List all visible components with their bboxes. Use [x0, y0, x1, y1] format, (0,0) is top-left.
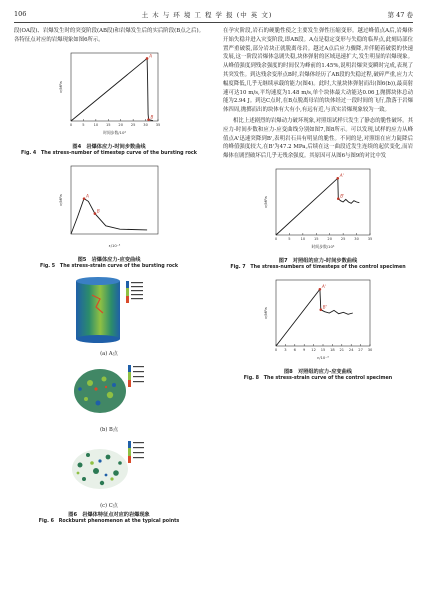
fig5-caption-cn: 图5 岩爆体应力-应变曲线 — [77, 256, 141, 263]
header-rule — [14, 22, 413, 23]
marker-point — [336, 177, 339, 180]
left-intro-text: 段(OA段)、岩爆发生时的突变阶段(AB段)和岩爆发生后的实后阶段(B点之后)。各特征点对应的岩爆现象如图6所示。 — [14, 28, 204, 43]
fig8-caption-en: Fig. 8 The stress-strain curve of the control specimen — [243, 376, 393, 382]
page-number: 106 — [14, 10, 27, 18]
rockburst-image-b — [70, 359, 148, 421]
fig4-caption-cn: 图4 岩爆体应力-时间步数曲线 — [72, 143, 146, 150]
x-tick-label: 21 — [339, 348, 345, 353]
marker-point — [145, 57, 148, 60]
marker-point — [320, 309, 323, 312]
fig5-caption-en: Fig. 5 The stress-strain curve of the bursting rock — [39, 263, 179, 269]
x-tick-label: 30 — [142, 122, 148, 127]
x-tick-label: 20 — [117, 122, 123, 127]
marker-label: B' — [340, 193, 345, 199]
x-tick-label: 25 — [340, 236, 346, 241]
marker-point — [147, 118, 150, 121]
x-tick-label: 0 — [69, 122, 72, 127]
x-tick-label: 30 — [354, 236, 359, 241]
volume-label: 第 47 卷 — [387, 10, 413, 19]
rockburst-image-a — [70, 275, 148, 345]
x-axis-label: 时间步数/10⁴ — [102, 129, 126, 135]
y-axis-label: σ/MPa — [57, 194, 63, 206]
x-tick-label: 5 — [288, 236, 291, 241]
x-tick-label: 30 — [367, 348, 373, 353]
marker-label: A — [85, 193, 89, 199]
x-tick-label: 18 — [330, 348, 335, 353]
fig7-caption-cn: 图7 对照组的应力-时间步数曲线 — [278, 257, 358, 264]
x-tick-label: 15 — [105, 122, 111, 127]
series-line — [71, 198, 147, 233]
x-tick-label: 15 — [313, 236, 319, 241]
plot-frame — [71, 166, 158, 234]
marker-point — [337, 197, 340, 200]
x-tick-label: 35 — [367, 236, 373, 241]
x-tick-label: 20 — [327, 236, 333, 241]
fig6-sub-a: (a) A点 — [100, 351, 118, 357]
rockburst-image-c — [70, 435, 148, 497]
x-axis-label: 时间步数/10⁴ — [311, 243, 335, 249]
x-tick-label: 10 — [93, 122, 98, 127]
fig7-chart — [262, 165, 374, 251]
fig7-caption-en: Fig. 7 The stress-numbers of timesteps of the control specimen — [230, 264, 406, 270]
right-column — [223, 27, 413, 382]
fig5-chart — [57, 162, 162, 250]
x-tick-label: 25 — [130, 122, 135, 127]
x-axis-label: ε/10⁻³ — [108, 242, 120, 248]
x-axis-label: ε/10⁻³ — [317, 355, 329, 361]
fig8-caption-cn: 图8 对照组的应力-应变曲线 — [283, 369, 352, 376]
marker-point — [93, 212, 96, 215]
x-tick-label: 3 — [284, 348, 287, 353]
left-column — [14, 27, 204, 525]
x-tick-label: 27 — [358, 348, 363, 353]
right-paragraph-1: 在孕灾阶段,岩石的硬脆性使之主要发生弹性压缩变形。越过峰值点A后,岩爆体开始失稳并进入灾变阶段,即AB段。A点是稳定变形与失稳的临界点,此刻局部位置严重破裂,部分岩块正就脱离母岩。越过A点后应力骤降,并伴随着破裂的快速发展,这一阶段岩爆体急剧失稳,块体弹射的区域迅速扩大,发生明显的岩爆现象。从峰值强度到残余强度的时间仅为峰前的1.45%,说明岩爆突变瞬时完成,表现了其突发性。到达残余变形点B时,岩爆体经历了AB段的失稳过程,破碎严重,应力大幅度降低,几乎无继续承载的能力(图4)。此时,大量块体弹射而出(图6(b)),最高射速可达10 m/s,平均速度为1.48 m/s,单个块体最大动能达0.06 J,抛掷块体总动能为2.94 J。到达C点时,在B点脱离母岩的块体经过一段时间的飞行,散落于岩爆体四周,抛掷而出的块体有大有小,有远有近,与真实岩爆现象较为一致。 — [223, 28, 413, 114]
journal-title: 土 木 与 环 境 工 程 学 报 (中 英 文) — [141, 10, 273, 19]
figure-5 — [14, 162, 204, 270]
series-line — [276, 178, 359, 235]
x-tick-label: 15 — [320, 348, 326, 353]
fig6-caption-en: Fig. 6 Rockburst phenomenon at the typical points — [38, 519, 180, 524]
fig6-sub-b: (b) B点 — [99, 427, 119, 433]
right-paragraph-2: 相比上述剧烈的岩爆动力破坏现象,对照组试样只发生了静态的脆性破坏。其应力-时间步数和应力-应变曲线分别如图7,图8所示。可以发现,试样的应力从峰值点A'迅速突降到B',表明岩石具有明显的脆性。不同的是,对照组在应力陡降后的峰值强度较大,在B'为47.2 MPa,后续在这一曲段近发生连续的起伏变化,而岩爆体在剧烈破坏后几乎无残余强度。其原因可从图6与图9的对比中发 — [223, 117, 413, 160]
x-tick-label: 12 — [311, 348, 316, 353]
x-tick-label: 0 — [274, 236, 278, 241]
fig6-caption-cn: 图6 岩爆体特征点对应的岩爆现象 — [68, 512, 150, 518]
x-tick-label: 6 — [293, 348, 296, 353]
fig4-caption-en: Fig. 4 The stress-number of timestep curve of the bursting rock — [21, 150, 197, 156]
plot-frame — [276, 280, 370, 346]
marker-label: B' — [322, 304, 327, 310]
figure-7 — [223, 165, 413, 271]
figure-8 — [223, 276, 413, 382]
marker-label: A' — [339, 173, 344, 179]
x-tick-label: 0 — [274, 348, 278, 353]
figure-4 — [14, 49, 204, 157]
figure-6 — [14, 275, 204, 525]
series-line — [71, 58, 153, 121]
x-tick-label: 5 — [81, 122, 85, 127]
x-tick-label: 24 — [348, 348, 354, 353]
fig8-chart — [262, 276, 374, 362]
fig4-chart — [57, 49, 162, 137]
marker-point — [319, 288, 322, 291]
marker-label: B — [150, 114, 153, 120]
marker-label: B — [96, 208, 100, 214]
y-axis-label: σ/MPa — [263, 196, 268, 208]
series-line — [276, 289, 353, 346]
x-tick-label: 35 — [155, 122, 160, 127]
marker-point — [82, 197, 85, 200]
y-axis-label: σ/MPa — [263, 307, 268, 319]
x-tick-label: 9 — [303, 348, 306, 353]
x-tick-label: 10 — [300, 236, 306, 241]
fig6-sub-c: (c) C点 — [100, 503, 118, 509]
marker-label: A' — [321, 284, 326, 290]
y-axis-label: σ/MPa — [57, 80, 63, 93]
marker-label: A — [148, 53, 152, 59]
page-header — [14, 8, 413, 20]
